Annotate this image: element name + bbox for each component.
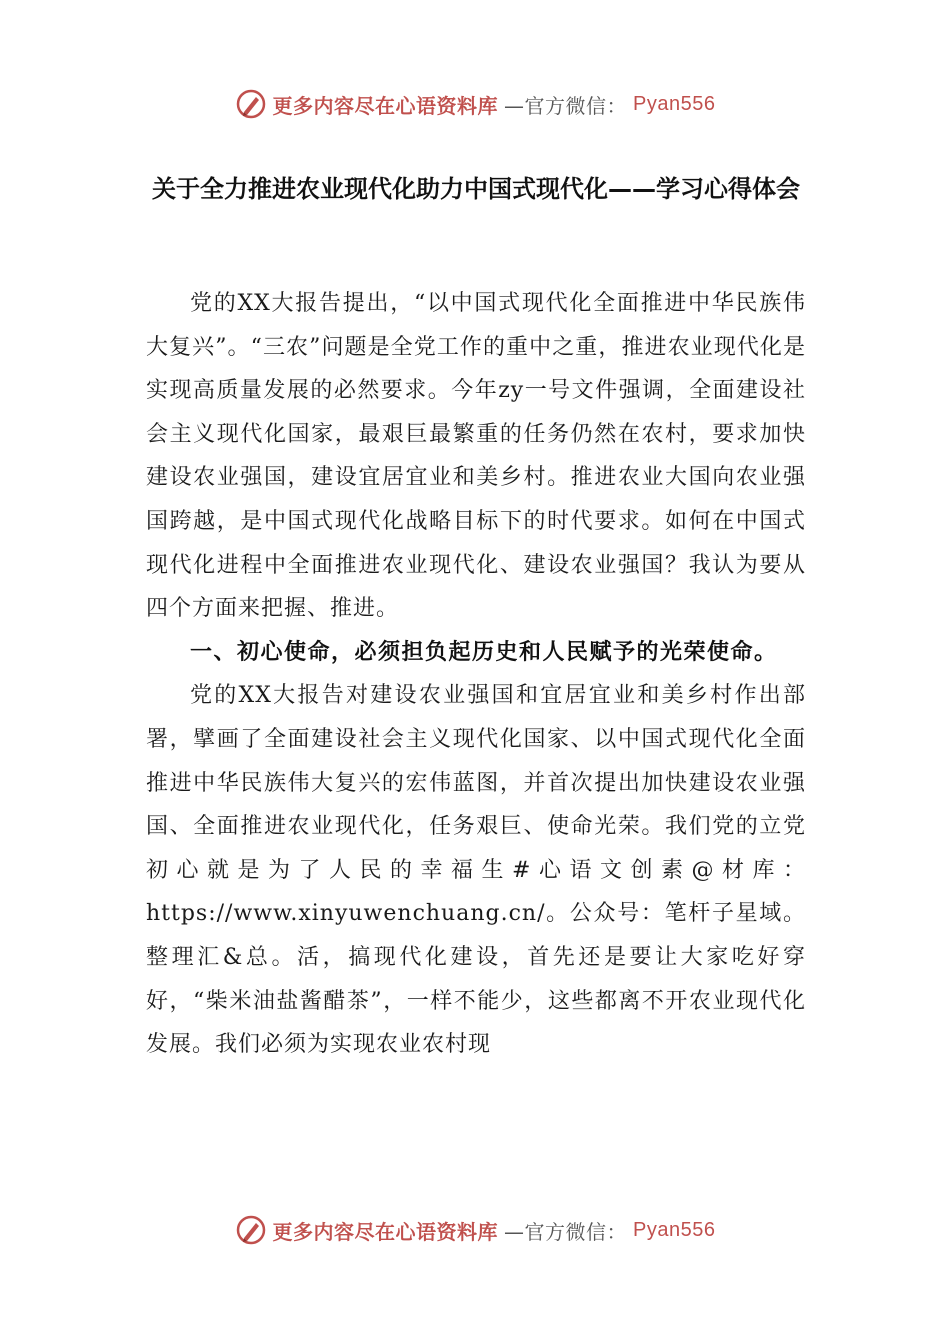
section-paragraph: 党的XX大报告对建设农业强国和宜居宜业和美乡村作出部署，擘画了全面建设社会主义现代化国家、以中国式现代化全面推进中华民族伟大复兴的宏伟蓝图，并首次提出加快建设农业强国、全面推进农业现代化，任务艰巨、使命光荣。我们党的立党初心就是为了人民的幸福生#心语文创素@材库：https://www.xinyuwenchuang.cn/。公众号：笔杆子星域。整理汇&总。活，搞现代化建设，首先还是要让大家吃好穿好，“柴米油盐酱醋茶”，一样不能少，这些都离不开农业现代化发展。我们必须为实现农业农村现 bbox=[146, 683, 806, 1058]
pen-logo-icon bbox=[235, 1214, 267, 1246]
footer-banner bbox=[0, 1210, 950, 1250]
intro-paragraph: 党的XX大报告提出，“以中国式现代化全面推进中华民族伟大复兴”。“三农”问题是全党工作的重中之重，推进农业现代化是实现高质量发展的必然要求。今年zy一号文件强调，全面建设社会主义现代化国家，最艰巨最繁重的任务仍然在农村，要求加快建设农业强国，建设宜居宜业和美乡村。推进农业大国向农业强国跨越，是中国式现代化战略目标下的时代要求。如何在中国式现代化进程中全面推进农业现代化、建设农业强国？我认为要从四个方面来把握、推进。 bbox=[146, 291, 806, 622]
document-title: 关于全力推进农业现代化助力中国式现代化——学习心得体会 bbox=[152, 175, 800, 203]
banner-wechat-id: Pyan556 bbox=[633, 92, 716, 115]
section-heading: 一、初心使命，必须担负起历史和人民赋予的光荣使命。 bbox=[190, 639, 778, 665]
banner-main-text: 更多内容尽在心语资料库 bbox=[272, 1219, 499, 1244]
banner-main-text: 更多内容尽在心语资料库 bbox=[272, 93, 499, 118]
pen-logo-icon bbox=[235, 88, 267, 120]
banner-wechat-id: Pyan556 bbox=[633, 1218, 716, 1241]
header-banner bbox=[0, 84, 950, 124]
banner-separator-text: —官方微信： bbox=[504, 93, 628, 118]
document-body bbox=[146, 282, 806, 1067]
banner-separator-text: —官方微信： bbox=[504, 1219, 628, 1244]
